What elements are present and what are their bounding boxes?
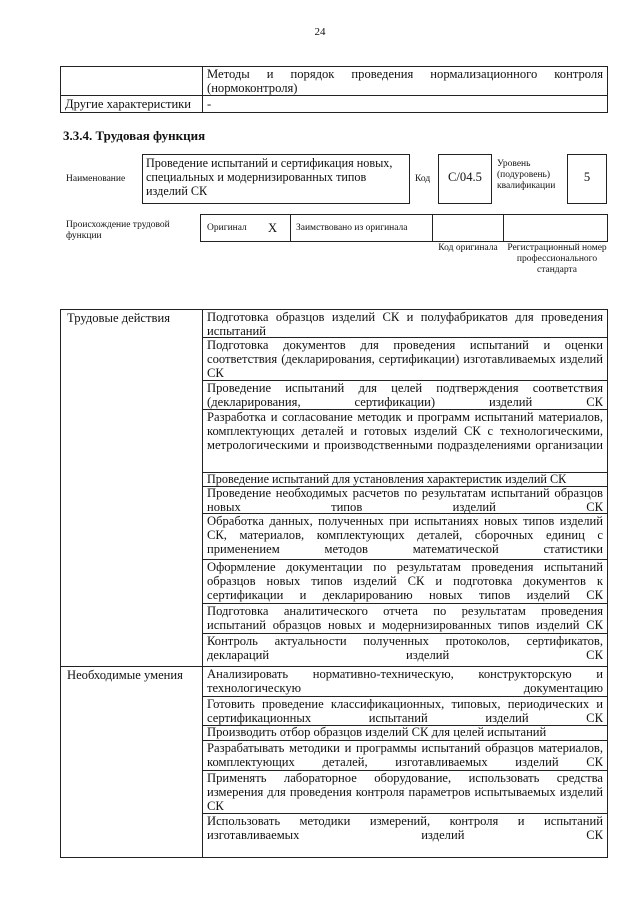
level-box bbox=[567, 154, 607, 204]
origin-label: Происхождение трудовой функции bbox=[66, 220, 170, 241]
method-text: Методы и порядок проведения нормализационного контроля (нормоконтроля) bbox=[207, 67, 603, 96]
original-mark: X bbox=[268, 221, 278, 235]
skill-item: Производить отбор образцов изделий СК для целей испытаний bbox=[207, 725, 547, 739]
section-heading: 3.3.4. Трудовая функция bbox=[63, 128, 206, 143]
name-value: Проведение испытаний и сертификация новых, специальных и модернизированных типов изделий СК bbox=[146, 156, 393, 198]
other-characteristics-value: - bbox=[207, 97, 212, 111]
skill-item: Готовить проведение классификационных, типовых, периодических и сертификационных испытаний изделий СК bbox=[207, 697, 603, 726]
labor-action-item: Проведение испытаний для установления характеристик изделий СК bbox=[207, 472, 567, 486]
skill-item: Применять лабораторное оборудование, использовать средства измерения для проведения контроля параметров испытываемых изделий СК bbox=[207, 771, 603, 814]
other-characteristics-label: Другие характеристики bbox=[65, 97, 192, 111]
labor-action-item: Проведение необходимых расчетов по результатам испытаний образцов новых типов изделий СК bbox=[207, 486, 603, 515]
skills-label: Необходимые умения bbox=[67, 668, 183, 682]
labor-action-item: Контроль актуальности полученных протоколов, сертификатов, деклараций изделий СК bbox=[207, 634, 603, 663]
skill-item: Анализировать нормативно-техническую, конструкторскую и технологическую документацию bbox=[207, 667, 603, 696]
skill-item: Использовать методики измерений, контроля и испытаний изготавливаемых изделий СК bbox=[207, 814, 603, 843]
labor-action-item: Подготовка образцов изделий СК и полуфабрикатов для проведения испытаний bbox=[207, 310, 603, 339]
labor-action-item: Проведение испытаний для целей подтверждения соответствия (декларирования, сертификации) изделий СК bbox=[207, 381, 603, 410]
labor-actions-label: Трудовые действия bbox=[67, 311, 171, 325]
code-box bbox=[438, 154, 492, 204]
reg-number-caption: Регистрационный номер профессионального стандарта bbox=[507, 243, 607, 275]
code-original-caption: Код оригинала bbox=[438, 243, 498, 253]
skill-item: Разрабатывать методики и программы испытаний образцов материалов, комплектующих деталей, изготавливаемых изделий СК bbox=[207, 741, 603, 770]
labor-action-item: Подготовка документов для проведения испытаний и оценки соответствия (декларирования, сертификации) изготавливаемых изделий СК bbox=[207, 338, 603, 381]
name-label: Наименование bbox=[66, 174, 126, 184]
page-number: 24 bbox=[314, 26, 326, 38]
labor-action-item: Обработка данных, полученных при испытаниях новых типов изделий СК, материалов, комплектующих деталей, сборочных единиц с применением методов математической статистики bbox=[207, 514, 603, 557]
borrowed-label: Заимствовано из оригинала bbox=[296, 223, 408, 233]
code-value: С/04.5 bbox=[448, 170, 482, 184]
name-box bbox=[142, 154, 410, 204]
code-label: Код bbox=[415, 174, 431, 184]
labor-action-item: Подготовка аналитического отчета по результатам проведения испытаний образцов новых и модернизированных типов изделий СК bbox=[207, 604, 603, 633]
level-value: 5 bbox=[583, 170, 591, 184]
original-label: Оригинал bbox=[207, 223, 247, 233]
level-label: Уровень (подуровень) квалификации bbox=[497, 159, 556, 191]
labor-action-item: Разработка и согласование методик и программ испытаний материалов, комплектующих деталей и готовых изделий СК с технологическими, метрологическими и производственными подразделениями организации bbox=[207, 410, 603, 453]
labor-action-item: Оформление документации по результатам проведения испытаний образцов новых типов изделий СК и подготовка документов к сертификации и декларированию новых типов изделий СК bbox=[207, 560, 603, 603]
